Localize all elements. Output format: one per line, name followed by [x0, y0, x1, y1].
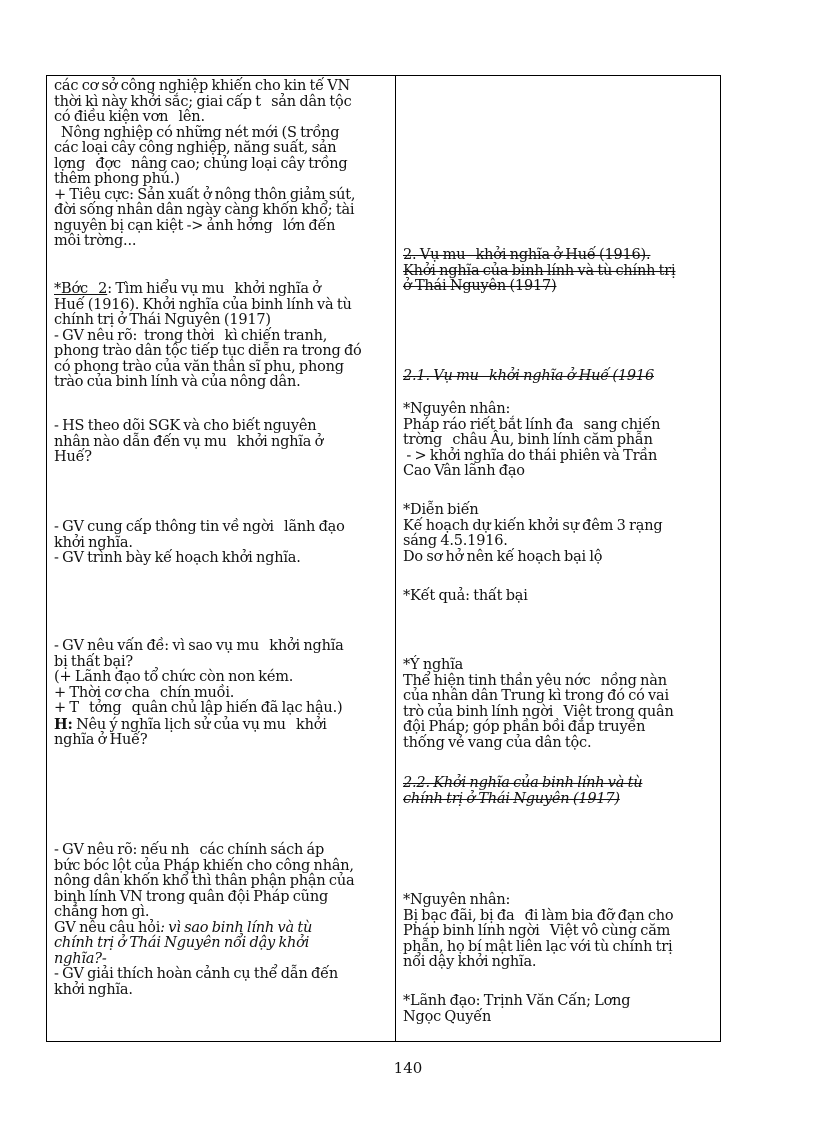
section-2-heading: 2. Vụ mu khởi nghĩa ở Huế (1916). Khởi nghĩa của binh lính và tù chính trị ở Thái Nguyên (1917)	[403, 247, 676, 294]
meaning-text: Thể hiện tinh thần yêu nớc nồng nàn của nhân dân Trung kì trong đó có vai trò của binh lính ngời Việt trong quân đội Pháp; góp phần bồi đắp truyền thống vẻ vang của dân tộc.	[403, 672, 674, 751]
failure-question-paragraph	[54, 639, 388, 749]
cause-2-label: *Nguyên nhân:	[403, 892, 511, 908]
gv-explain: - GV giải thích hoàn cảnh cụ thể dẫn đến khởi nghĩa.	[54, 966, 338, 998]
column-divider	[395, 76, 396, 1041]
cause-block	[403, 402, 715, 480]
leader-text: : Trịnh Văn Cấn; Lơng Ngọc Quyến	[403, 993, 631, 1025]
result-block	[403, 589, 715, 605]
failure-reasons: - GV nêu vấn đề: vì sao vụ mu khởi nghĩa bị thất bại? (+ Lãnh đạo tổ chức còn non kém. + Thời cơ cha chín muồi. + T tởng quân chủ lập hiến đã lạc hậu.)	[54, 638, 344, 716]
leader-block	[403, 994, 715, 1025]
gv-question: : vì sao binh lính và tù chính trị ở Thái Nguyên nổi dậy khởi nghĩa?-	[54, 919, 313, 967]
leader-label: *Lãnh đạo	[403, 993, 476, 1009]
h-question: Nêu ý nghĩa lịch sử của vụ mu khởi nghĩa ở Huế?	[54, 716, 327, 748]
meaning-label: *Ý nghĩa	[403, 657, 464, 673]
lesson-table	[46, 75, 721, 1042]
step-2-text: : Tìm hiểu vụ mu khởi nghĩa ở Huế (1916). Khởi nghĩa của binh lính và tù chính trị ở Thái Nguyên (1917) - GV nêu rõ: trong thời kì chiến tranh, phong trào dân tộc tiếp tục diễn ra trong đó có phong trào của văn thân sĩ phu, phong trào của binh lính và của nông dân.	[54, 281, 362, 390]
teacher-activity-column	[54, 76, 388, 1041]
result-text: : thất bại	[465, 588, 528, 604]
section-2-2-heading: 2.2. Khởi nghĩa của binh lính và tù chính trị ở Thái Nguyên (1917)	[403, 775, 643, 807]
events-block	[403, 503, 715, 565]
thai-nguyen-paragraph	[54, 843, 388, 998]
step-2-paragraph	[54, 282, 388, 391]
meaning-block	[403, 658, 715, 751]
gv-question-label: GV nêu câu hỏi	[54, 919, 161, 936]
h-label: H:	[54, 715, 73, 733]
economy-paragraph: các cơ sở công nghiệp khiến cho kin tế VN thời kì này khởi sắc; giai cấp t sản dân tộc có điều kiện vơn lên. Nông nghiệp có những nét mới (S trồng các loại cây công nghiệp, năng suất, sản lợng đợc nâng cao; chủng loại cây trồng thêm phong phú.) + Tiêu cực: Sản xuất ở nông thôn giảm sút, đời sống nhân dân ngày càng khốn khổ; tài nguyên bị cạn kiệt -> ảnh hởng lớn đến môi trờng...	[54, 78, 356, 249]
result-label: *Kết quả	[403, 588, 466, 604]
gv-info-paragraph: - GV cung cấp thông tin về ngời lãnh đạo khởi nghĩa. - GV trình bày kế hoạch khởi nghĩa.	[54, 519, 345, 566]
hs-question-paragraph: - HS theo dõi SGK và cho biết nguyên nhân nào dẫn đến vụ mu khởi nghĩa ở Huế?	[54, 418, 324, 465]
soldier-context: - GV nêu rõ: nếu nh các chính sách áp bức bóc lột của Pháp khiến cho công nhân, nông dân khốn khổ thì thân phận phận của binh lính VN trong quân đội Pháp cũng chẳng hơn gì.	[54, 842, 355, 920]
step-2-label: *Bớc 2	[54, 281, 108, 297]
content-column	[403, 76, 715, 1041]
events-label: *Diễn biến	[403, 502, 479, 518]
cause-2-block	[403, 893, 715, 971]
events-text: Kế hoạch dự kiến khởi sự đêm 3 rạng sáng 4.5.1916. Do sơ hở nên kế hoạch bại lộ	[403, 517, 663, 565]
cause-2-text: Bị bạc đãi, bị đa đi làm bia đỡ đạn cho Pháp binh lính ngời Việt vô cùng căm phẫn, họ bí mật liên lạc với tù chính trị nổi dậy khởi nghĩa.	[403, 907, 674, 970]
cause-text: Pháp ráo riết bắt lính đa sang chiến trờng châu Âu, binh lính căm phẫn - > khởi nghĩa do thái phiên và Trần Cao Vân lãnh đạo	[403, 416, 661, 479]
section-2-1-heading: 2.1. Vụ mu khởi nghĩa ở Huế (1916	[403, 368, 654, 384]
cause-label: *Nguyên nhân:	[403, 401, 511, 417]
page-number: 140	[393, 1059, 423, 1077]
